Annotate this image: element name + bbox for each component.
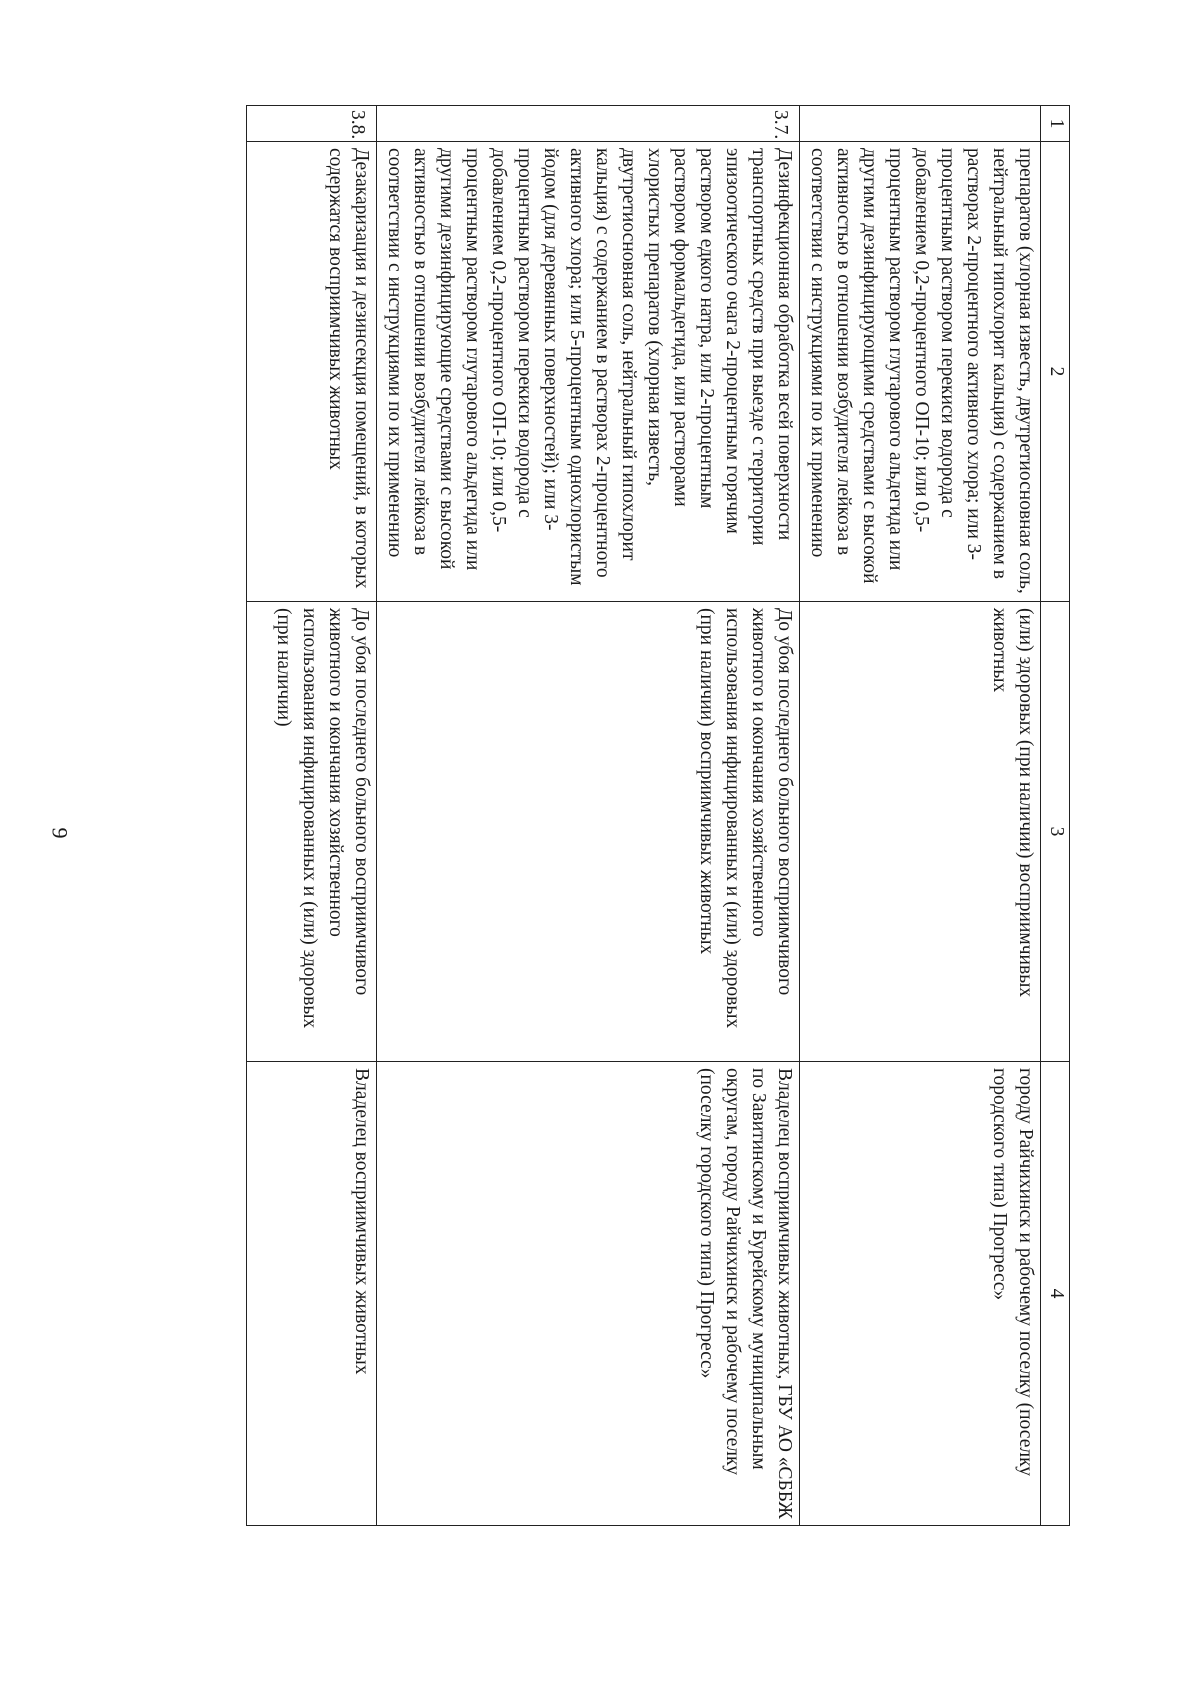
term-cell: (или) здоровых (при наличии) восприимчивых животных <box>800 602 1041 1062</box>
term-cell: До убоя последнего больного восприимчивого животного и окончания хозяйственного использования инфицированных и (или) здоровых (при наличии) <box>247 602 377 1062</box>
measure-cell: препаратов (хлорная известь, двутретиосновная соль, нейтральный гипохлорит кальция) с содержанием в растворах 2-процентного активного хлора; или 3-процентным раствором перекиси водорода с добавлением 0,2-процентного ОП-10; или 0,5-процентным раствором глутарового альдегида или другими дезинфицирующими средствами с высокой активностью в отношении возбудителя лейкоза в соответствии с инструкциями по их применению <box>800 142 1041 602</box>
row-number: 3.7. <box>377 106 800 142</box>
header-col-4: 4 <box>1041 1062 1070 1526</box>
row-number: 3.8. <box>247 106 377 142</box>
row-number <box>800 106 1041 142</box>
header-col-2: 2 <box>1041 142 1070 602</box>
responsible-cell: городу Райчихинск и рабочему поселку (поселку городского типа) Прогресс» <box>800 1062 1041 1526</box>
measure-cell: Дезинфекционная обработка всей поверхности транспортных средств при выезде с территории эпизоотического очага 2-процентным горячим раствором едкого натра, или 2-процентным раствором формальдегида, или растворами хлористых препаратов (хлорная известь, двутретиосновная соль, нейтральный гипохлорит кальция) с содержанием в растворах 2-процентного активного хлора; или 5-процентным однохлористым йодом (для деревянных поверхностей); или 3-процентным раствором перекиси водорода с добавлением 0,2-процентного ОП-10; или 0,5-процентным раствором глутарового альдегида или другими дезинфицирующие средствами с высокой активностью в отношении возбудителя лейкоза в соответствии с инструкциями по их применению <box>377 142 800 602</box>
table-row <box>377 106 800 1526</box>
table-header-row <box>1041 106 1070 1526</box>
term-cell: До убоя последнего больного восприимчивого животного и окончания хозяйственного использования инфицированных и (или) здоровых (при наличии) восприимчивых животных <box>377 602 800 1062</box>
header-col-1: 1 <box>1041 106 1070 142</box>
page-number: 9 <box>47 827 73 839</box>
measures-table <box>246 105 1070 1526</box>
responsible-cell: Владелец восприимчивых животных <box>247 1062 377 1526</box>
responsible-cell: Владелец восприимчивых животных, ГБУ АО «СББЖ по Завитинскому и Бурейскому муниципальным округам, городу Райчихинск и рабочему поселку (поселку городского типа) Прогресс» <box>377 1062 800 1526</box>
table-row <box>800 106 1041 1526</box>
measure-cell: Дезакаризация и дезинсекция помещений, в которых содержатся восприимчивых животных <box>247 142 377 602</box>
header-col-3: 3 <box>1041 602 1070 1062</box>
table-row <box>247 106 377 1526</box>
document-table-rotated <box>158 105 1070 1525</box>
